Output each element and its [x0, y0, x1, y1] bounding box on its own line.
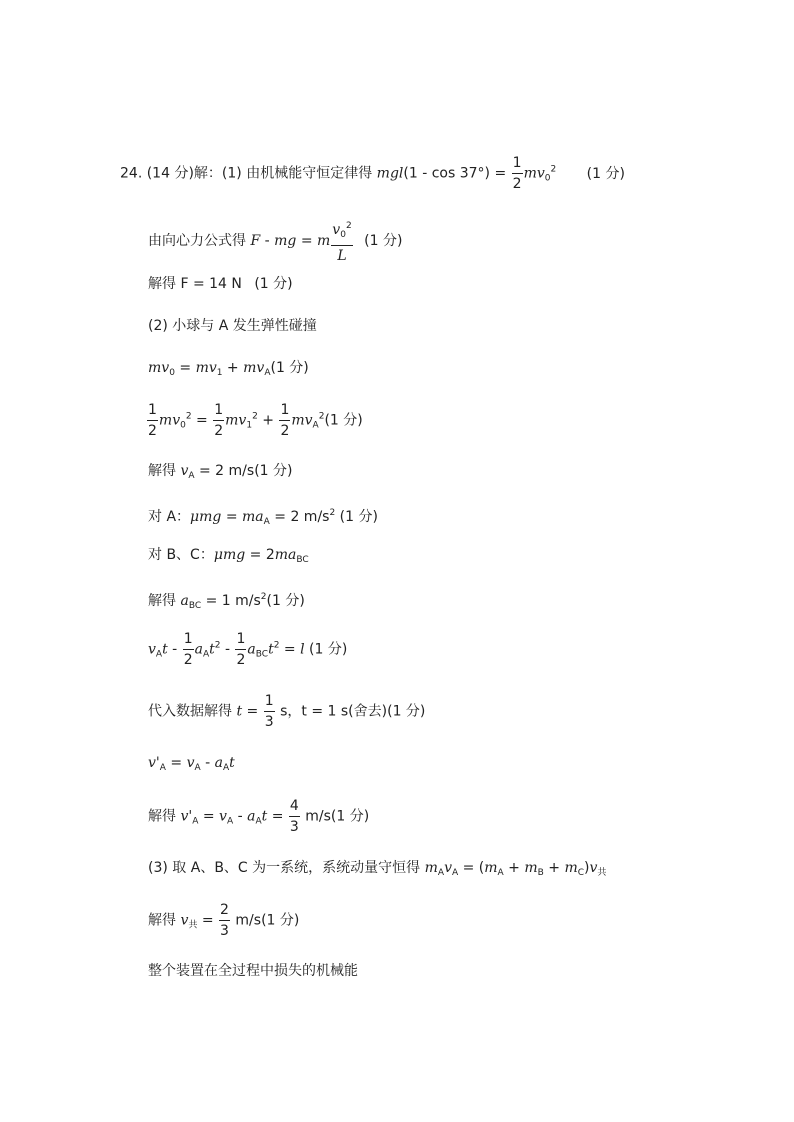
mark: (1 分) [330, 808, 370, 825]
part2-text: 小球与 A 发生弹性碰撞 [172, 318, 317, 334]
fraction: $\frac{1}{2}$ [236, 631, 246, 668]
mark: (1 分) [309, 641, 348, 658]
line-part3: (3) 取 A、B、C 为一系统，系统动量守恒得 $m_Av_A = (m_A + m_B + m_C)v_共$ [148, 860, 607, 878]
mark: (1 分) [387, 703, 426, 720]
solve-label: 解： [193, 165, 222, 182]
line-energy: $\frac{1}{2}$ $mv_0^2$ = $\frac{1}{2}$ $mv_1^2$ + $\frac{1}{2}$ $mv_A^2(1$ 分) [148, 402, 363, 439]
loss-text: 整个装置在全过程中损失的机械能 [148, 963, 358, 979]
fraction: $\frac{4}{3}$ [289, 798, 299, 835]
fraction: $\frac{1}{2}$ [512, 155, 522, 192]
fraction: $\frac{1}{2}$ [148, 402, 157, 439]
mark: (1 分) [266, 593, 305, 609]
substitute-text: 代入数据解得 [148, 703, 232, 720]
line-energy-loss [148, 962, 358, 980]
vprime-unit: m/s [305, 808, 331, 825]
force-result: F = 14 N [180, 276, 242, 292]
aBC-result: = 1 m/s [205, 593, 261, 609]
line-vprime-def: $v'_A = v_A - a_At$ [148, 755, 235, 773]
fraction: $\frac{2}{3}$ [220, 902, 229, 939]
for-BC: 对 B、C： [148, 547, 214, 563]
line-aBC: 解得 $a_{BC} = 1$ $m/s^2(1$ 分) [148, 592, 305, 611]
line-momentum: $mv_0 = mv_1 + mv_A(1$ 分) [148, 360, 309, 378]
fraction: $\frac{1}{3}$ [264, 693, 274, 730]
problem-number: 24. [120, 165, 143, 182]
mark: (1 分) [586, 165, 625, 182]
solve-word: 解得 [148, 808, 176, 825]
mark: (1 分) [364, 233, 403, 249]
fraction: $\frac{v_0^2}{L}$ [331, 216, 352, 266]
solve-word: 解得 [148, 463, 176, 479]
fraction: $\frac{1}{2}$ [280, 402, 290, 439]
mark: (1 分) [324, 412, 363, 429]
mark: (1 分) [261, 912, 300, 929]
fraction: $\frac{1}{2}$ [214, 402, 224, 439]
aA-result: = 2 m/s [274, 509, 330, 525]
part3-label: (3) [148, 860, 168, 876]
mark: (1 分) [254, 463, 293, 479]
line-vA: 解得 $v_A = 2$ m/s(1 分) [148, 463, 293, 481]
line-time: 代入数据解得 t = $\frac{1}{3}$ s，t = 1 s(舍去)(1 分) [148, 693, 426, 730]
line-force [148, 275, 293, 293]
fraction: $\frac{1}{2}$ [183, 631, 193, 668]
solve-word: 解得 [148, 912, 176, 929]
mark: (1 分) [339, 509, 378, 525]
t-value: s，t = 1 s(舍去) [280, 703, 388, 720]
part1-label: (1) [221, 165, 242, 182]
line-vshared: 解得 $v_共$ = $\frac{2}{3}$ m/s(1 分) [148, 902, 300, 939]
formula: mgl [376, 165, 404, 182]
mark: (1 分) [254, 276, 293, 292]
mark: (1 分) [270, 360, 309, 376]
for-A: 对 A： [148, 509, 191, 525]
vshared-unit: m/s [235, 912, 262, 929]
line-BC: 对 B、C：$\mu mg = 2ma_{BC}$ [148, 547, 309, 565]
solve-word: 解得 [148, 276, 176, 292]
part1-text: 由机械能守恒定律得 [246, 165, 373, 182]
part2-label: (2) [148, 318, 168, 334]
problem-points: (14 分) [146, 165, 194, 182]
solve-word: 解得 [148, 593, 176, 609]
line-part2 [148, 317, 317, 335]
line-aA: 对 A：$\mu mg = ma_A = 2$ $m/s^2$ (1 分) [148, 508, 378, 527]
part3-text: 取 A、B、C 为一系统，系统动量守恒得 [172, 860, 421, 876]
line-displacement: $v_At$ - $\frac{1}{2}$ $a_At^2$ - $\frac{1}{2}$ $a_{BC}t^2 = l$ (1 分) [148, 631, 348, 668]
line-vprime: 解得 $v'_A = v_A - a_At$ = $\frac{4}{3}$ m/s(1 分) [148, 798, 370, 835]
vA-result: = 2 m/s [199, 463, 255, 479]
line-part1: 24. (14 分)解：(1) 由机械能守恒定律得 mgl(1 - cos 37°) = $\frac{1}{2}$ $mv_0^2$ (1 分) [120, 155, 625, 192]
line-centripetal: 由向心力公式得 F - mg = m $\frac{v_0^2}{L}$ (1 分) [148, 216, 402, 266]
centripetal-text: 由向心力公式得 [148, 233, 246, 249]
